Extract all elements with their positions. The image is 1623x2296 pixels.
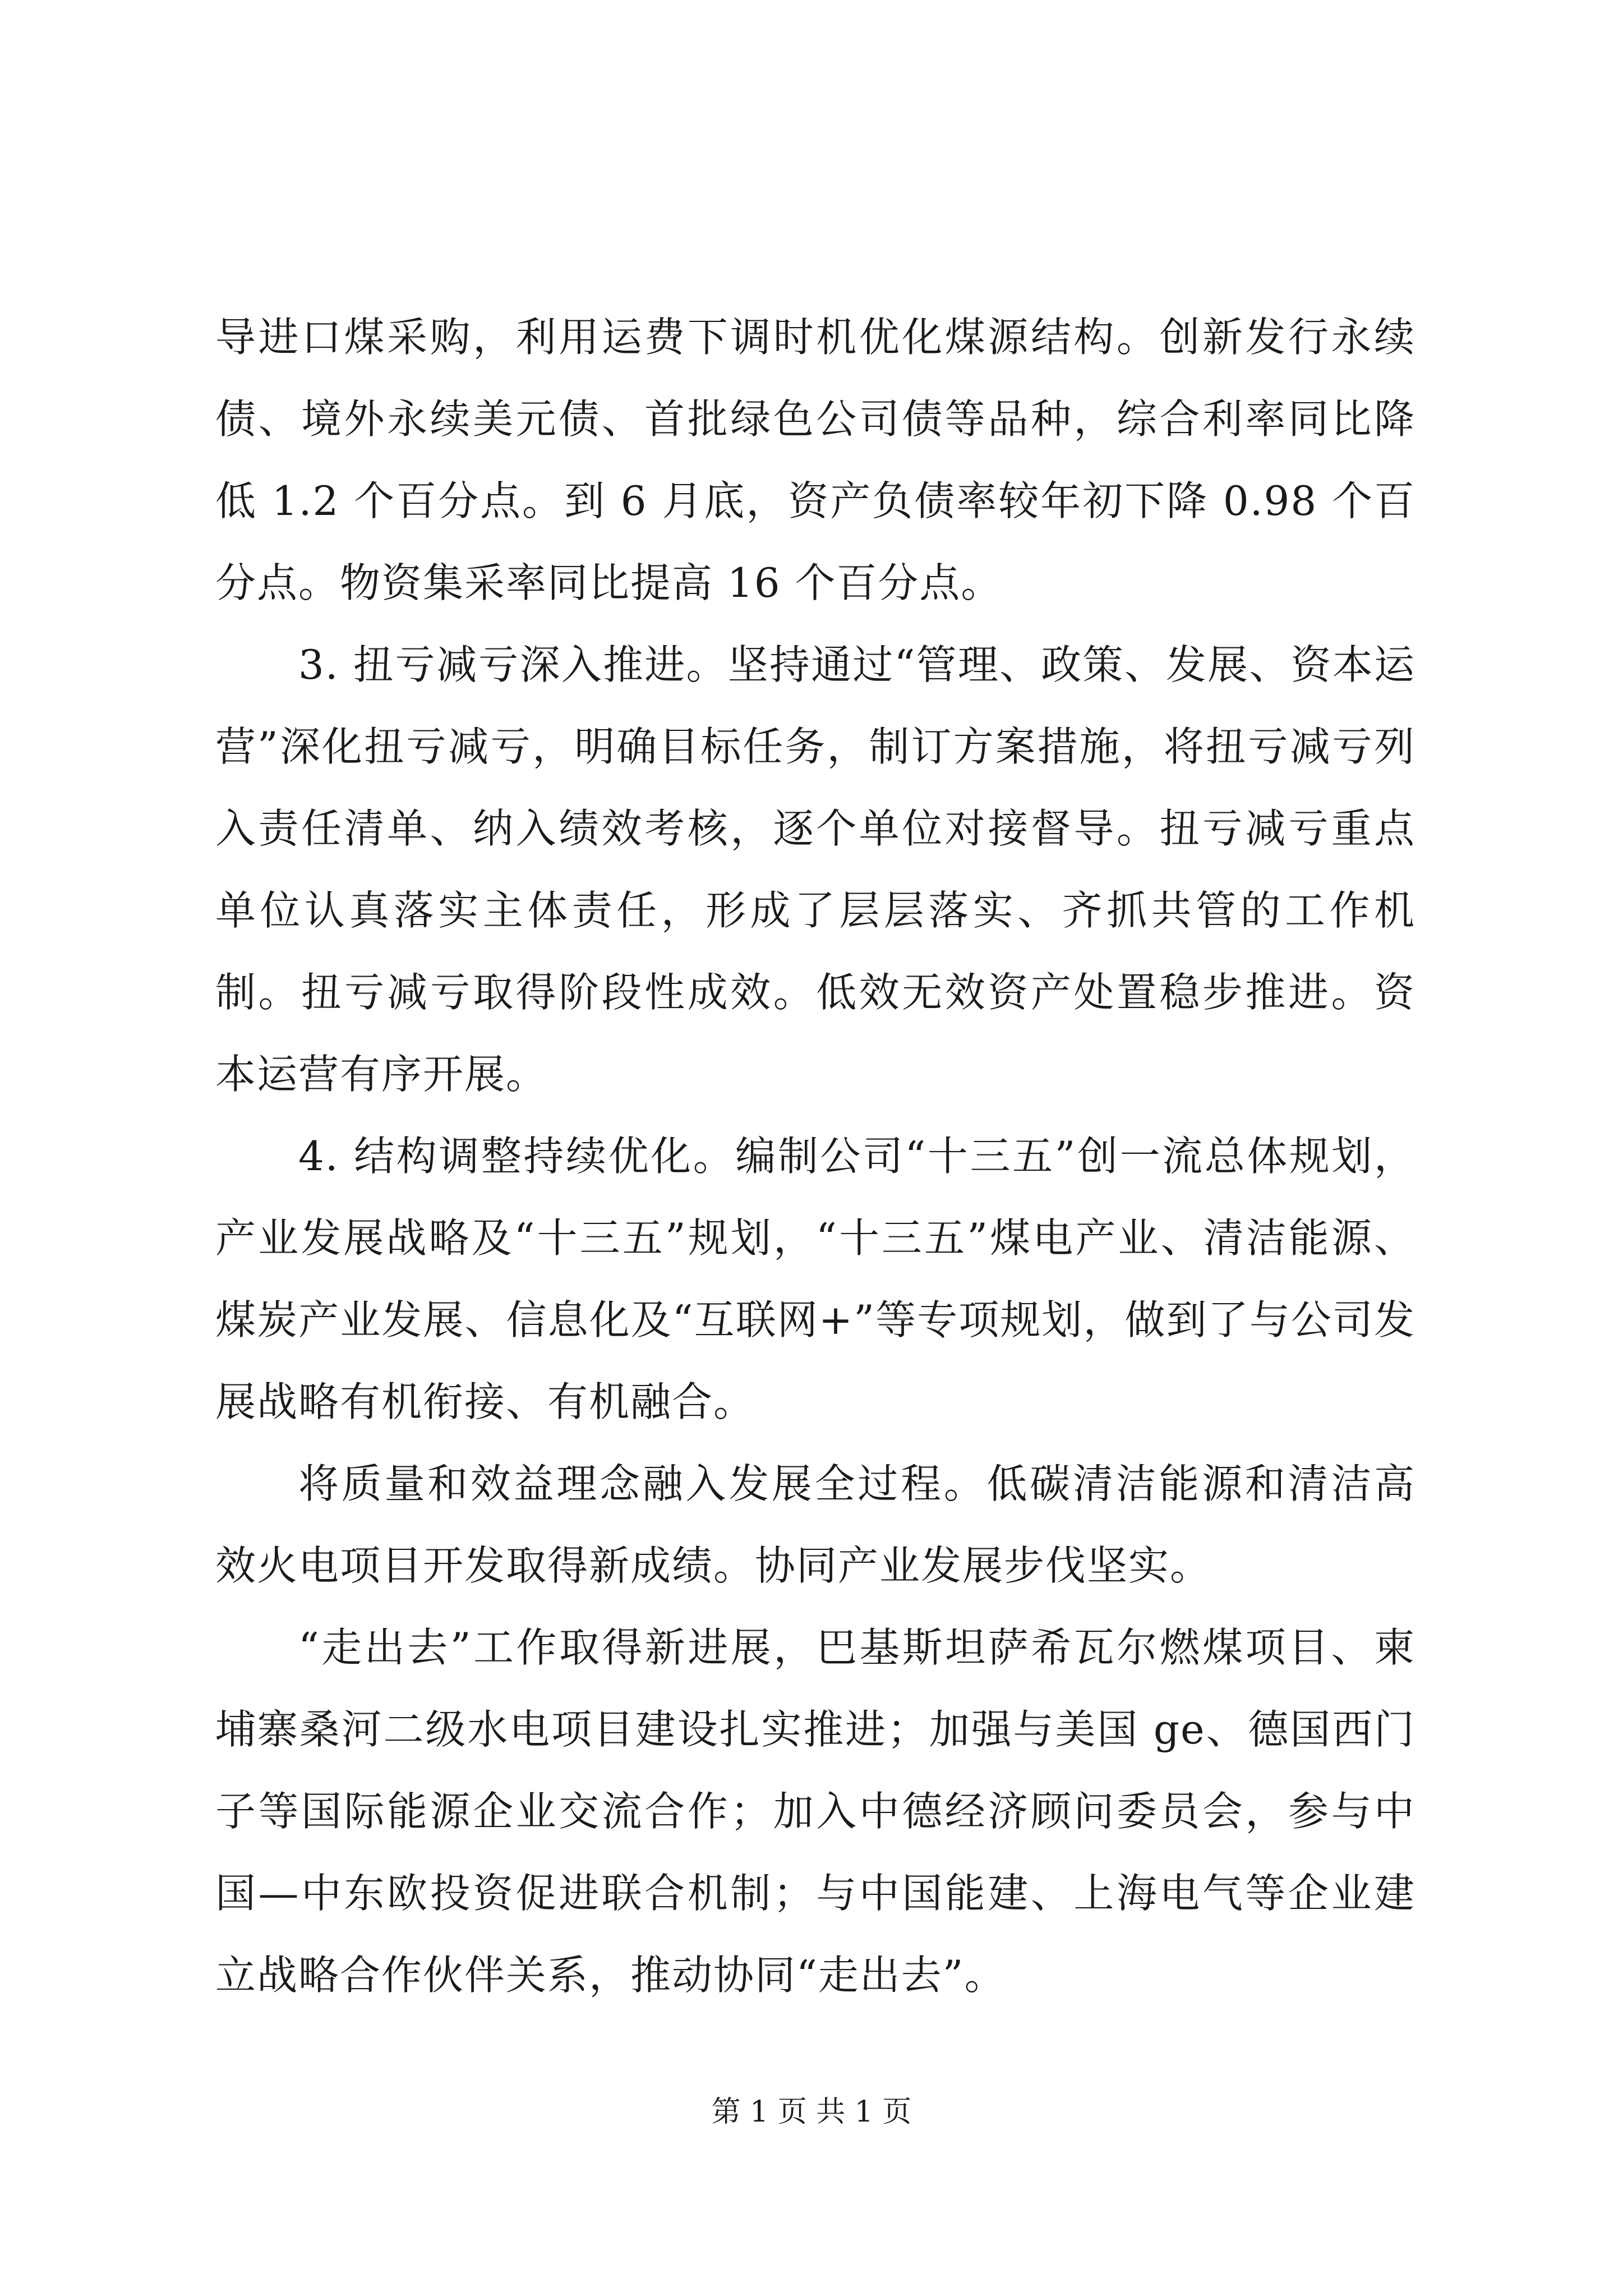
document-body	[215, 296, 1415, 2016]
paragraph-5: “走出去”工作取得新进展，巴基斯坦萨希瓦尔燃煤项目、柬埔寨桑河二级水电项目建设扎实推进；加强与美国 ge、德国西门子等国际能源企业交流合作；加入中德经济顾问委员会，参与中国—中东欧投资促进联合机制；与中国能建、上海电气等企业建立战略合作伙伴关系，推动协同“走出去”。	[215, 1624, 1415, 1999]
page-footer: 第 1 页 共 1 页	[711, 2095, 912, 2129]
paragraph-3: 4. 结构调整持续优化。编制公司“十三五”创一流总体规划，产业发展战略及“十三五”规划，“十三五”煤电产业、清洁能源、煤炭产业发展、信息化及“互联网+”等专项规划，做到了与公司发展战略有机衔接、有机融合。	[215, 1133, 1415, 1425]
paragraph-2: 3. 扭亏减亏深入推进。坚持通过“管理、政策、发展、资本运营”深化扭亏减亏，明确目标任务，制订方案措施，将扭亏减亏列入责任清单、纳入绩效考核，逐个单位对接督导。扭亏减亏重点单位认真落实主体责任，形成了层层落实、齐抓共管的工作机制。扭亏减亏取得阶段性成效。低效无效资产处置稳步推进。资本运营有序开展。	[215, 641, 1415, 1098]
paragraph-4: 将质量和效益理念融入发展全过程。低碳清洁能源和清洁高效火电项目开发取得新成绩。协同产业发展步伐坚实。	[215, 1460, 1415, 1589]
paragraph-1: 导进口煤采购，利用运费下调时机优化煤源结构。创新发行永续债、境外永续美元债、首批绿色公司债等品种，综合利率同比降低 1.2 个百分点。到 6 月底，资产负债率较年初下降 0.98 个百分点。物资集采率同比提高 16 个百分点。	[215, 314, 1415, 606]
